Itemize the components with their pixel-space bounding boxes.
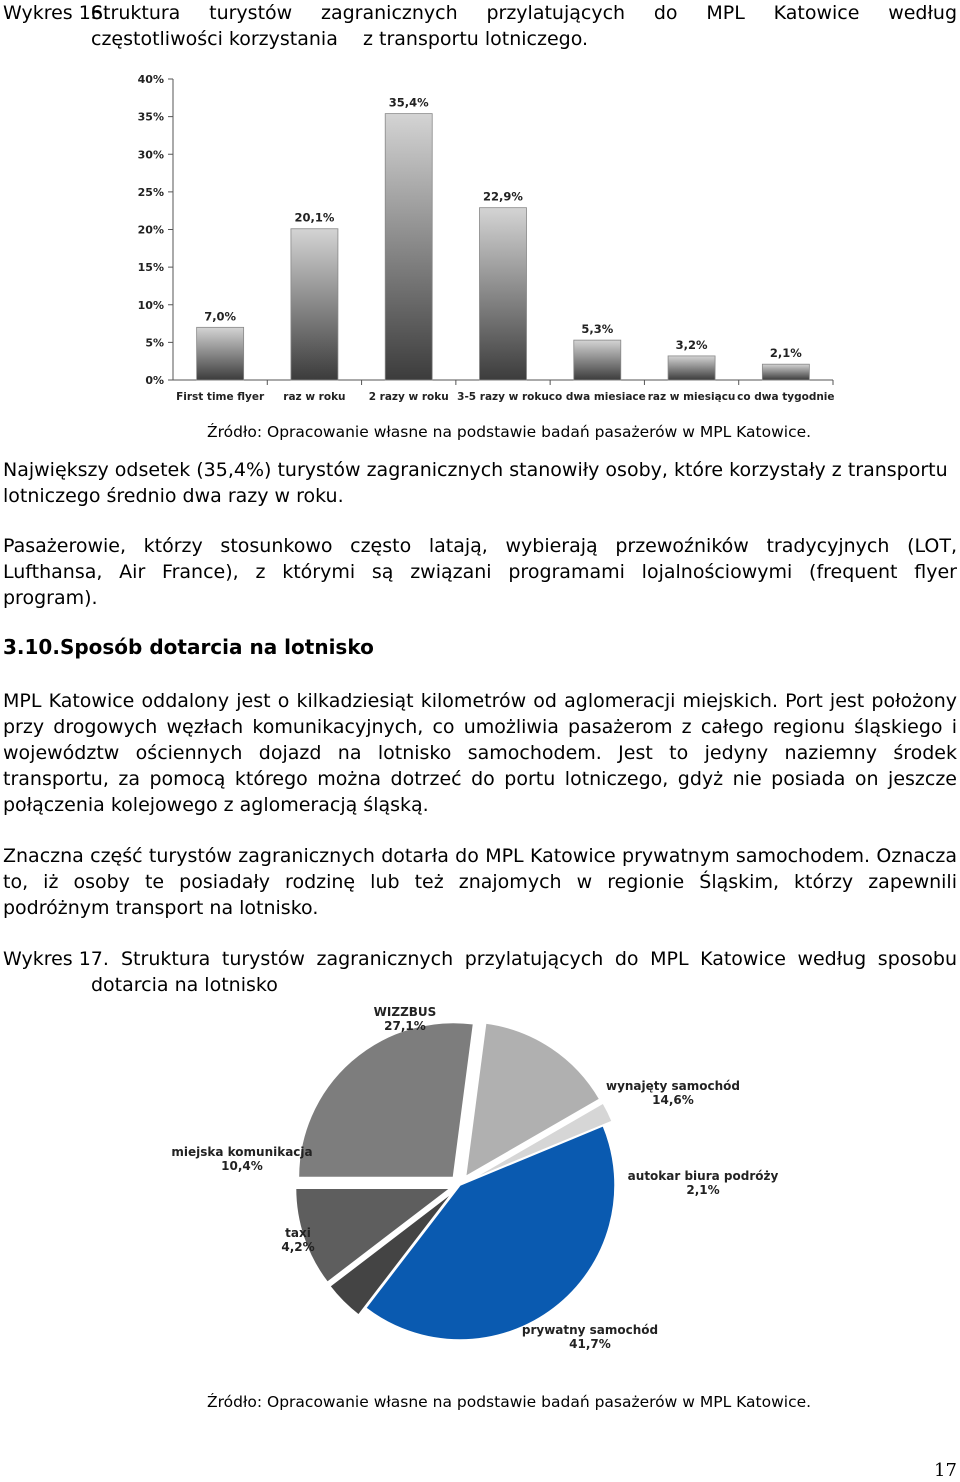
figure-17-label: Wykres 17.: [3, 948, 109, 970]
y-tick-label: 25%: [137, 185, 164, 199]
paragraph-4-line-3: podróżnym transport na lotnisko.: [3, 897, 319, 919]
bar: [291, 229, 338, 380]
figure-16-title-line2a: częstotliwości korzystania: [91, 28, 338, 50]
page-number: 17: [934, 1460, 957, 1481]
bar: [762, 364, 809, 380]
pie-slice-label: wynajęty samochód: [605, 1079, 741, 1093]
figure-17-title-line2: dotarcia na lotnisko: [91, 974, 278, 996]
pie-slice: [298, 1022, 473, 1177]
figure-17-source: Źródło: Opracowanie własne na podstawie badań pasażerów w MPL Katowice.: [207, 1393, 812, 1411]
x-tick-label: First time flyer: [176, 391, 265, 403]
x-tick-label: raz w roku: [283, 391, 346, 403]
pie-slice-value: 14,6%: [652, 1093, 694, 1107]
figure-16-title-line2b: z transportu lotniczego.: [363, 28, 589, 50]
bar-value-label: 3,2%: [675, 337, 708, 352]
bar-value-label: 5,3%: [581, 322, 614, 337]
paragraph-1: [3, 457, 957, 509]
y-tick-label: 10%: [137, 298, 164, 312]
bar: [197, 327, 244, 380]
figure-16-label: Wykres 16.: [3, 2, 109, 24]
paragraph-1-line-2: lotniczego średnio dwa razy w roku.: [3, 485, 344, 507]
x-tick-label: 2 razy w roku: [368, 391, 449, 403]
y-tick-label: 35%: [137, 110, 164, 124]
pie-slice-value: 10,4%: [221, 1159, 263, 1173]
paragraph-4: [3, 843, 957, 921]
figure-16-title-line1: Struktura turystów zagranicznych przylatujących do MPL Katowice według: [91, 2, 957, 24]
figure-16-source: Źródło: Opracowanie własne na podstawie badań pasażerów w MPL Katowice.: [207, 423, 812, 441]
bar-chart: [115, 65, 843, 420]
y-tick-label: 20%: [137, 223, 164, 237]
bar: [574, 340, 621, 380]
figure-17-title-line1: Struktura turystów zagranicznych przylatujących do MPL Katowice według sposobu: [121, 948, 957, 970]
paragraph-3-line-4: transportu, za pomocą którego można dotrzeć do portu lotniczego, gdyż nie posiada on jeszcze: [3, 768, 957, 790]
x-tick-label: 3-5 razy w roku: [457, 391, 549, 403]
paragraph-2-line-2: Lufthansa, Air France), z którymi są związani programami lojalnościowymi (frequent flyer: [3, 561, 957, 583]
bar-value-label: 7,0%: [204, 309, 237, 324]
paragraph-4-line-1: Znaczna część turystów zagranicznych dotarła do MPL Katowice prywatnym samochodem. Oznacza: [3, 845, 957, 867]
pie-slice-value: 4,2%: [281, 1240, 315, 1254]
pie-slice-label: prywatny samochód: [521, 1323, 659, 1337]
pie-slice-label: autokar biura podróży: [627, 1169, 779, 1183]
bar: [480, 208, 527, 380]
paragraph-2-line-3: program).: [3, 587, 98, 609]
x-tick-label: co dwa tygodnie: [737, 391, 835, 403]
bar-value-label: 35,4%: [388, 95, 429, 110]
pie-slice-label: miejska komunikacja: [171, 1145, 313, 1159]
pie-slice-value: 27,1%: [384, 1019, 426, 1033]
x-tick-label: raz w miesiącu: [647, 391, 736, 403]
pie-slice-value: 2,1%: [686, 1183, 720, 1197]
bar: [668, 356, 715, 380]
y-tick-label: 0%: [145, 374, 164, 387]
y-tick-label: 30%: [137, 148, 164, 162]
section-heading: 3.10.Sposób dotarcia na lotnisko: [3, 635, 374, 659]
y-tick-label: 15%: [137, 261, 164, 275]
paragraph-3-line-5: połączenia kolejowego z aglomeracją śląską.: [3, 794, 429, 816]
y-tick-label: 5%: [145, 336, 164, 350]
bar-value-label: 22,9%: [483, 189, 523, 204]
paragraph-3: [3, 688, 957, 818]
paragraph-3-line-3: województw ościennych dojazd na lotnisko samochodem. Jest to jedyny naziemny środek: [3, 742, 957, 764]
pie-slice-value: 41,7%: [569, 1337, 611, 1351]
paragraph-2-line-1: Pasażerowie, którzy stosunkowo często latają, wybierają przewoźników tradycyjnych (LOT,: [3, 535, 957, 557]
pie-slice-label: taxi: [285, 1226, 311, 1240]
pie-slice-label: WIZZBUS: [373, 1005, 437, 1019]
paragraph-3-line-2: przy drogowych węzłach komunikacyjnych, co umożliwia pasażerom z całego regionu śląskiego i: [3, 716, 957, 738]
paragraph-4-line-2: to, iż osoby te posiadały rodzinę lub też znajomych w regionie Śląskim, którzy zapewnili: [3, 871, 957, 893]
y-tick-label: 40%: [137, 73, 164, 86]
bar-value-label: 2,1%: [769, 346, 802, 361]
paragraph-1-line-1: Największy odsetek (35,4%) turystów zagranicznych stanowiły osoby, które korzystały z transportu: [3, 459, 948, 481]
x-tick-label: co dwa miesiace: [548, 391, 646, 403]
paragraph-3-line-1: MPL Katowice oddalony jest o kilkadziesiąt kilometrów od aglomeracji miejskich. Port jest położony: [3, 690, 957, 712]
bar-value-label: 20,1%: [294, 210, 335, 225]
pie-chart: [160, 1000, 820, 1360]
paragraph-2: [3, 533, 957, 611]
bar: [385, 114, 432, 380]
